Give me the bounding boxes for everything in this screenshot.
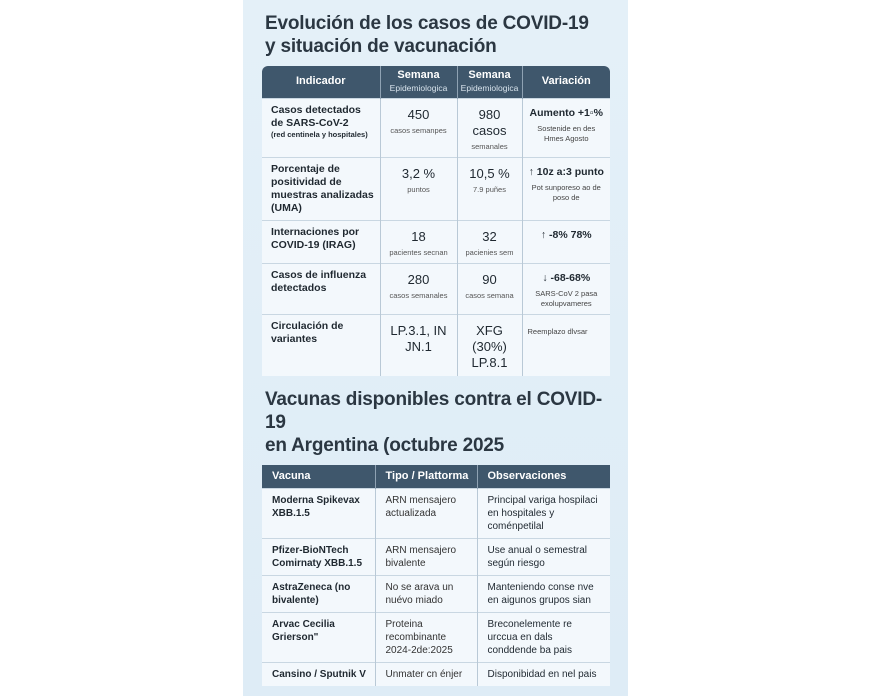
table-row	[262, 489, 610, 539]
vaccine-observations: Manteniendo conse nve en aigunos grupos sian	[477, 576, 610, 613]
value: 980 casos	[472, 106, 507, 138]
covid-indicators-table	[262, 66, 610, 376]
value-unit: casos semana	[465, 290, 514, 300]
value-cell	[380, 98, 457, 157]
vaccine-observations: Breconelemente re urccua en dals conddende ba pais	[477, 613, 610, 663]
vaccines-table	[262, 465, 610, 687]
indicator-label: Porcentaje de positividad de muestras analizadas (UMA)	[271, 162, 374, 214]
value: 32	[482, 228, 497, 244]
value-unit: puntos	[407, 184, 430, 194]
value-cell	[380, 314, 457, 376]
vaccine-type: Unmater cn énjer	[375, 663, 477, 687]
title-covid-evolution	[265, 12, 610, 58]
value-cell	[380, 157, 457, 220]
value-unit: casos semanpes	[390, 125, 447, 135]
variation-value: ↑ 10z a:3 punto	[528, 165, 604, 178]
value-cell	[457, 220, 522, 263]
column-header	[522, 66, 610, 98]
vaccine-type: ARN mensajero bivalente	[375, 539, 477, 576]
variation-cell	[522, 314, 610, 376]
column-header	[457, 66, 522, 98]
value: 10,5 %	[469, 165, 510, 181]
vaccine-name: Cansino / Sputnik V	[262, 663, 375, 687]
indicator-cell	[262, 98, 380, 157]
variation-note: Sostenide en des Hmes Agosto	[537, 123, 596, 143]
column-header	[380, 66, 457, 98]
variation-cell	[522, 157, 610, 220]
value-cell	[457, 263, 522, 314]
header-label: Semana	[468, 68, 511, 81]
variation-cell	[522, 263, 610, 314]
infographic-panel	[243, 0, 628, 696]
vaccine-name: Pfizer-BioNTech Comirnaty XBB.1.5	[262, 539, 375, 576]
table-row	[262, 576, 610, 613]
variation-value: ↑ -8% 78%	[540, 228, 592, 241]
value: 280	[407, 271, 430, 287]
table-row	[262, 157, 610, 220]
variation-note: SARS-CoV 2 pasa exolupvameres	[535, 288, 598, 308]
value-cell	[457, 314, 522, 376]
value-cell	[380, 263, 457, 314]
variation-value: Aumento +1▫%	[529, 106, 603, 119]
variation-cell	[522, 98, 610, 157]
value-cell	[457, 98, 522, 157]
indicator-label: Casos de influenza detectados	[271, 268, 367, 294]
vaccine-type: Proteina recombinante 2024-2de:2025	[375, 613, 477, 663]
column-header: Vacuna	[262, 465, 375, 489]
indicator-cell	[262, 263, 380, 314]
table-row	[262, 539, 610, 576]
value-unit: semanales	[471, 141, 508, 151]
indicator-cell	[262, 314, 380, 376]
header-sublabel: Epidemiologica	[389, 82, 448, 93]
vaccine-name: Arvac Cecilia Grierson"	[262, 613, 375, 663]
vaccine-observations: Use anual o semestral según riesgo	[477, 539, 610, 576]
title-line: y situación de vacunación	[265, 36, 497, 57]
indicator-label: Internaciones por COVID-19 (IRAG)	[271, 225, 360, 251]
vaccine-type: No se arava un nuévo miado	[375, 576, 477, 613]
value-cell	[380, 220, 457, 263]
table-row	[262, 314, 610, 376]
header-label: Variación	[541, 75, 591, 88]
value-unit: casos semanales	[389, 290, 448, 300]
indicator-label: Casos detectados de SARS-CoV-2	[271, 103, 361, 129]
table-row	[262, 613, 610, 663]
header-label: Semana	[397, 68, 440, 81]
vaccine-name: AstraZeneca (no bivalente)	[262, 576, 375, 613]
column-header: Observaciones	[477, 465, 610, 489]
column-header: Tipo / Plattorma	[375, 465, 477, 489]
value: XFG (30%) LP.8.1	[471, 322, 508, 370]
header-sublabel: Epidemiologica	[460, 82, 519, 93]
value: LP.3.1, IN JN.1	[390, 322, 447, 354]
value: 90	[482, 271, 497, 287]
value-unit: 7.9 puñes	[473, 184, 506, 194]
title-vaccines	[265, 388, 610, 457]
variation-cell	[522, 220, 610, 263]
variation-value: ↓ -68-68%	[542, 271, 591, 284]
title-line: Evolución de los casos de COVID-19	[265, 13, 589, 34]
indicator-cell	[262, 157, 380, 220]
vaccine-observations: Disponibidad en nel pais	[477, 663, 610, 687]
table-row	[262, 98, 610, 157]
indicator-note: (red centinela y hospitales)	[271, 129, 368, 139]
indicator-label: Circulación de variantes	[271, 319, 344, 345]
value-cell	[457, 157, 522, 220]
vaccine-type: ARN mensajero actualizada	[375, 489, 477, 539]
value: 450	[407, 106, 430, 122]
value-unit: pacientes secnan	[389, 247, 448, 257]
vaccine-observations: Principal variga hospilaci en hospitales y coménpetilal	[477, 489, 610, 539]
table-row	[262, 220, 610, 263]
header-label: Indicador	[295, 75, 346, 88]
indicator-cell	[262, 220, 380, 263]
title-line: en Argentina (octubre 2025	[265, 434, 505, 456]
table-row	[262, 663, 610, 687]
vaccine-name: Moderna Spikevax XBB.1.5	[262, 489, 375, 539]
value: 18	[411, 228, 426, 244]
value-unit: pacienies sem	[465, 247, 514, 257]
variation-note: Pot sunporeso ao de poso de	[531, 182, 601, 202]
column-header	[262, 66, 380, 98]
table-row	[262, 263, 610, 314]
value: 3,2 %	[401, 165, 436, 181]
title-line: Vacunas disponibles contra el COVID-19	[265, 388, 602, 433]
variation-note: Reemplazo dlvsar	[527, 326, 588, 336]
